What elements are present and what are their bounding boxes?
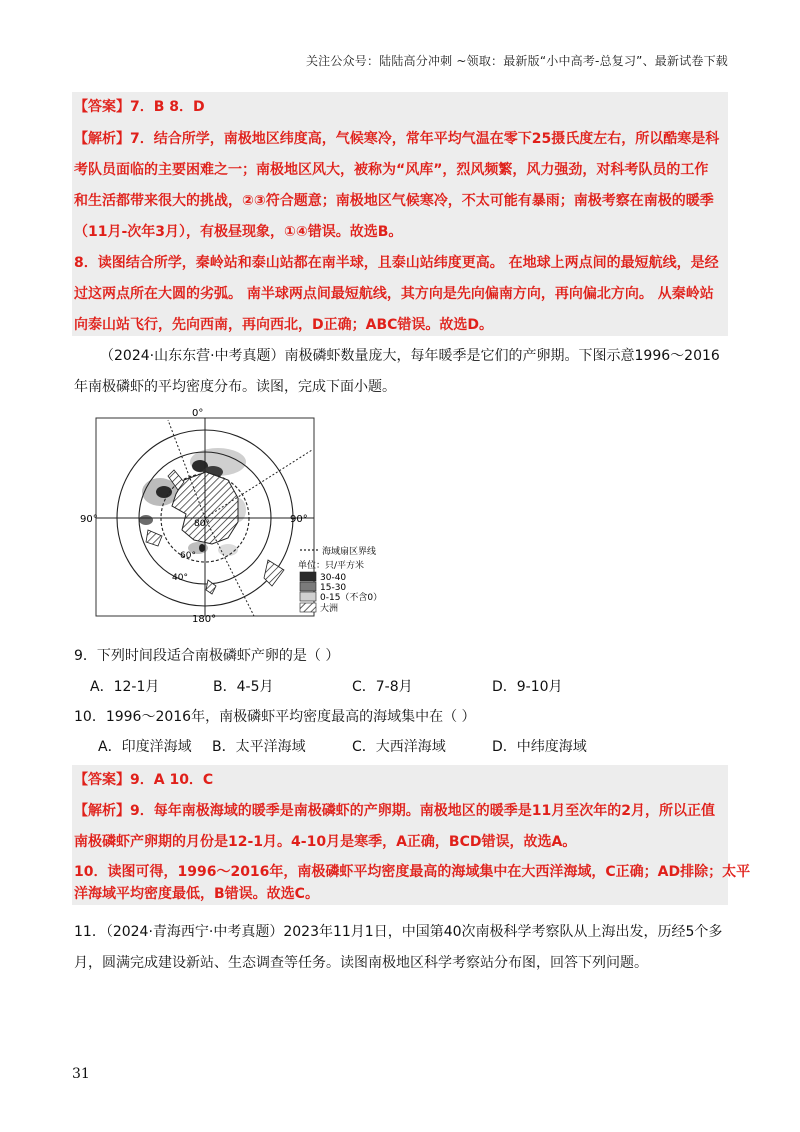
label-90-left: 90°	[80, 514, 98, 525]
page-number: 31	[72, 1066, 90, 1082]
explanation-line: 考队员面临的主要困难之一；南极地区风大，被称为“风库”，烈风频繁，风力强劲，对科考队员的工作	[74, 162, 709, 178]
svg-text:15-30: 15-30	[320, 583, 347, 593]
q9-option-b: B．4-5月	[213, 679, 274, 695]
question-10: 10．1996～2016年，南极磷虾平均密度最高的海域集中在（ ）	[74, 709, 476, 725]
explanation-line: 10．读图可得，1996～2016年，南极磷虾平均密度最高的海域集中在大西洋海域，C正确；AD排除；太平	[74, 864, 751, 880]
question-intro: 年南极磷虾的平均密度分布。读图，完成下面小题。	[74, 379, 396, 395]
explanation-line: 洋海域平均密度最低，B错误。故选C。	[74, 886, 319, 902]
svg-text:0-15（不含0）: 0-15（不含0）	[320, 593, 383, 603]
svg-text:海域扇区界线: 海域扇区界线	[322, 547, 377, 557]
answer-line: 【答案】9．A 10．C	[74, 772, 214, 788]
q9-option-a: A．12-1月	[90, 679, 160, 695]
question-9: 9．下列时间段适合南极磷虾产卵的是（ ）	[74, 648, 340, 664]
question-11: 11．（2024·青海西宁·中考真题）2023年11月1日，中国第40次南极科学考察队从上海出发，历经5个多	[74, 924, 723, 940]
svg-text:30-40: 30-40	[320, 573, 347, 583]
explanation-line: 【解析】7．结合所学，南极地区纬度高，气候寒冷，常年平均气温在零下25摄氏度左右，所以酷寒是科	[74, 131, 720, 147]
answer-line: 【答案】7．B 8．D	[74, 99, 205, 115]
explanation-line: 和生活都带来很大的挑战，②③符合题意；南极地区气候寒冷，不太可能有暴雨；南极考察在南极的暖季	[74, 193, 714, 209]
label-80: 80°	[194, 519, 210, 529]
q10-option-b: B．太平洋海域	[212, 739, 306, 755]
label-40: 40°	[172, 573, 188, 583]
explanation-line: 向泰山站飞行，先向西南，再向西北，D正确；ABC错误。故选D。	[74, 317, 494, 333]
explanation-line: 【解析】9．每年南极海域的暖季是南极磷虾的产卵期。南极地区的暖季是11月至次年的2月，所以正值	[74, 803, 715, 819]
krill-density-map	[80, 408, 408, 625]
label-60: 60°	[180, 551, 196, 561]
explanation-line: 过这两点所在大圆的劣弧。 南半球两点间最短航线，其方向是先向偏南方向，再向偏北方向。 从秦岭站	[74, 286, 714, 302]
svg-text:单位：只/平方米: 单位：只/平方米	[298, 561, 365, 571]
q10-option-c: C．大西洋海域	[352, 739, 446, 755]
explanation-line: 南极磷虾产卵期的月份是12-1月。4-10月是寒季，A正确，BCD错误，故选A。	[74, 834, 577, 850]
question-intro: （2024·山东东营·中考真题）南极磷虾数量庞大，每年暖季是它们的产卵期。下图示意1996～2016	[100, 348, 720, 364]
label-0: 0°	[192, 408, 204, 419]
page-header: 关注公众号：陆陆高分冲刺 ~领取：最新版“小中高考-总复习”、最新试卷下载	[305, 54, 728, 68]
q9-option-d: D．9-10月	[492, 679, 563, 695]
q9-option-c: C．7-8月	[352, 679, 413, 695]
q10-option-a: A．印度洋海域	[98, 739, 192, 755]
q10-option-d: D．中纬度海域	[492, 739, 587, 755]
svg-text:大洲: 大洲	[320, 604, 339, 614]
label-90-right: 90°	[290, 514, 308, 525]
label-180: 180°	[192, 614, 217, 625]
explanation-line: （11月-次年3月），有极昼现象，①④错误。故选B。	[74, 224, 403, 240]
question-11: 月，圆满完成建设新站、生态调查等任务。读图南极地区科学考察站分布图，回答下列问题。	[74, 955, 648, 971]
explanation-line: 8．读图结合所学，秦岭站和泰山站都在南半球，且泰山站纬度更高。 在地球上两点间的最短航线，是经	[74, 255, 719, 271]
